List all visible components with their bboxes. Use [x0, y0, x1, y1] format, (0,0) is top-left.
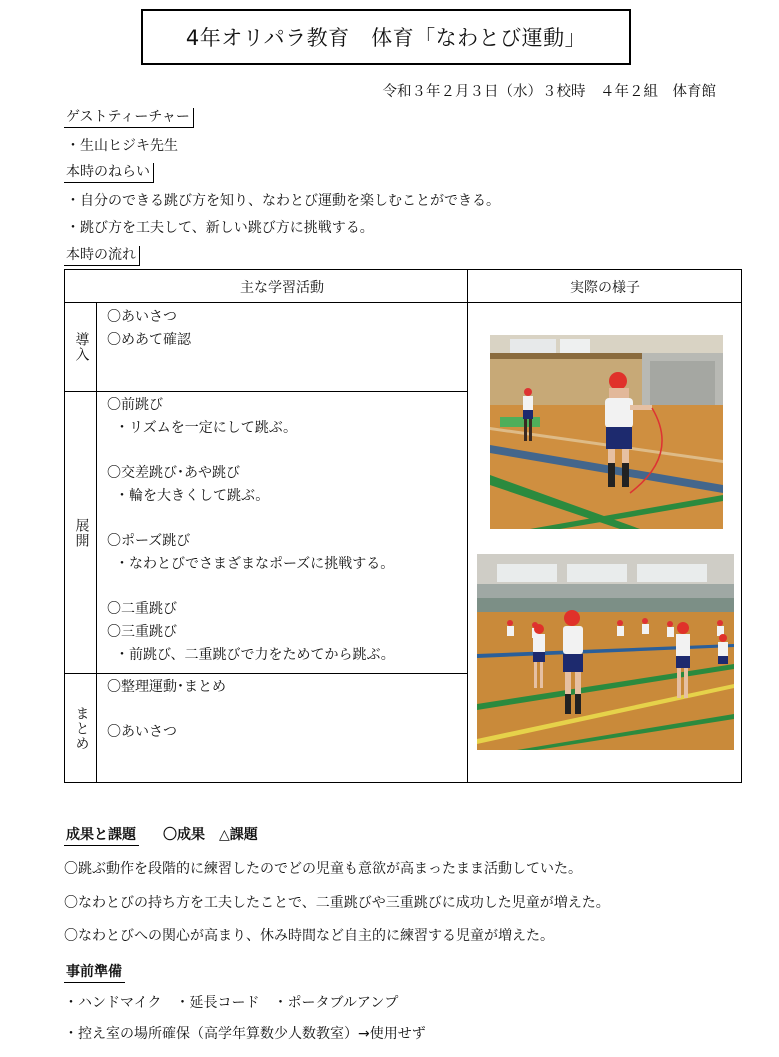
activity-item: 〇前跳び — [107, 397, 163, 413]
photo-gym-wide — [477, 554, 734, 750]
phase-intro: 導入 — [73, 332, 90, 362]
prep-heading: 事前準備 — [64, 963, 125, 983]
activity-item: 〇三重跳び — [107, 624, 177, 640]
aim-heading: 本時のねらい — [64, 163, 154, 183]
activity-item: 〇交差跳び･あや跳び — [107, 465, 240, 481]
guest-heading: ゲストティーチャー — [64, 108, 194, 128]
prep-item: ・控え室の場所確保（高学年算数少人数教室）→使用せず — [64, 1026, 426, 1042]
results-heading: 成果と課題 — [64, 826, 139, 846]
activity-item: 〇あいさつ — [107, 309, 177, 325]
result-item: 〇なわとびの持ち方を工夫したことで、二重跳びや三重跳びに成功した児童が増えた。 — [64, 895, 610, 911]
activity-item: 〇整理運動･まとめ — [107, 679, 226, 695]
result-item: 〇なわとびへの関心が高まり、休み時間など自主的に練習する児童が増えた。 — [64, 928, 554, 944]
aim-item: ・自分のできる跳び方を知り、なわとび運動を楽しむことができる。 — [66, 193, 500, 209]
aim-item: ・跳び方を工夫して、新しい跳び方に挑戦する。 — [66, 220, 374, 236]
page-title: 4年オリパラ教育 体育「なわとび運動」 — [141, 9, 631, 65]
activity-item: 〇ポーズ跳び — [107, 533, 191, 549]
activity-item: 〇あいさつ — [107, 724, 177, 740]
activity-note: ・輪を大きくして跳ぶ。 — [115, 488, 270, 504]
result-item: 〇跳ぶ動作を段階的に練習したのでどの児童も意欲が高まったまま活動していた。 — [64, 861, 582, 877]
phase-develop: 展開 — [73, 517, 90, 548]
activity-item: 〇二重跳び — [107, 601, 177, 617]
guest-item: ・生山ヒジキ先生 — [66, 138, 178, 154]
dateline: 令和３年２月３日（水）３校時 ４年２組 体育館 — [382, 84, 716, 100]
activity-note: ・なわとびでさまざまなポーズに挑戦する。 — [115, 556, 395, 572]
activity-note: ・リズムを一定にして跳ぶ。 — [115, 420, 297, 436]
col-header-activity: 主な学習活動 — [240, 279, 324, 296]
flow-heading: 本時の流れ — [64, 246, 140, 266]
col-header-photo: 実際の様子 — [570, 279, 640, 296]
activity-item: 〇めあて確認 — [107, 332, 191, 348]
activity-note: ・前跳び、二重跳びで力をためてから跳ぶ。 — [115, 647, 395, 663]
prep-item: ・ハンドマイク ・延長コード ・ポータブルアンプ — [64, 995, 399, 1011]
photo-jump-rope-closeup — [490, 335, 723, 529]
phase-summary: まとめ — [73, 705, 90, 751]
results-legend: 〇成果 △課題 — [163, 827, 258, 843]
flow-table — [64, 269, 742, 783]
